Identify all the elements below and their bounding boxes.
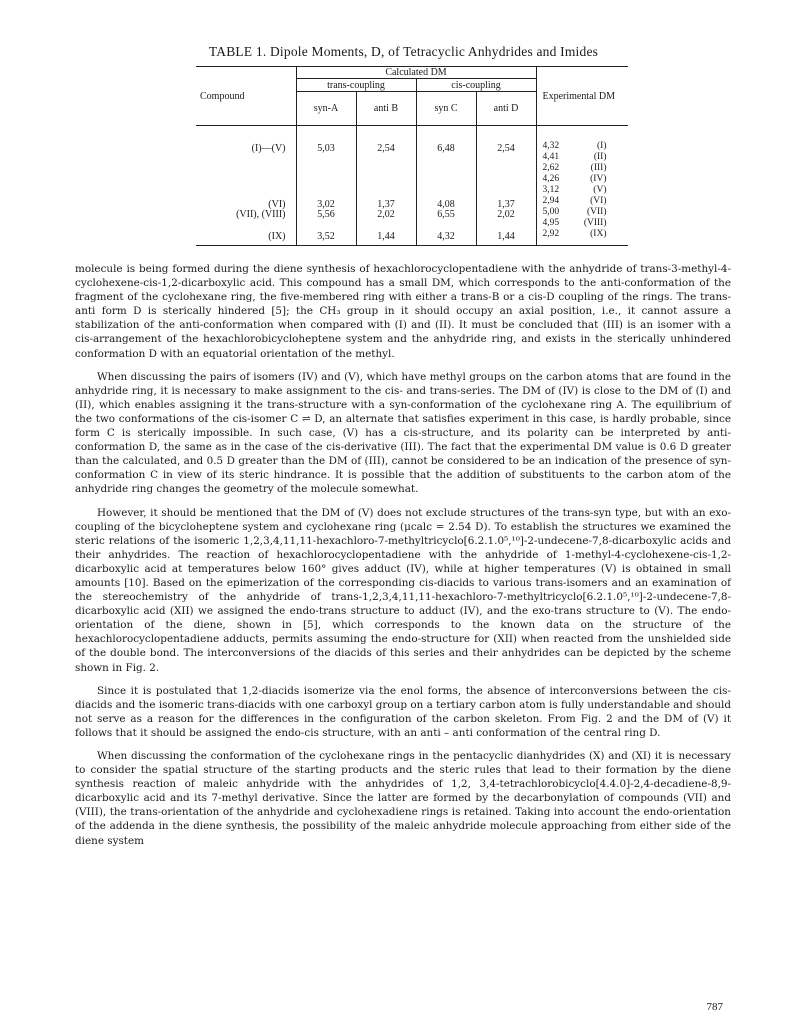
- table-row-compound: (VI): [268, 199, 286, 210]
- cis-coupling-header: cis-coupling: [416, 79, 536, 92]
- table-cell: 1,44: [377, 231, 395, 242]
- anti-d-header: anti D: [476, 92, 536, 126]
- table-cell: 2,02: [377, 209, 395, 220]
- table-row-compound: (IX): [268, 231, 286, 242]
- table-cell: 4,08: [437, 199, 455, 210]
- table-cell: 3,52: [317, 231, 335, 242]
- paragraph: Since it is postulated that 1,2-diacids isomerize via the enol forms, the absence of interconversions between the cis-diacids and the isomeric trans-diacids with one carboxyl group on a tertiary carbon atom is fully understandable and should not serve as a reason for the differences in the configuration of the carbon skeleton. From Fig. 2 and the DM of (V) it follows that it should be assigned the endo-cis structure, with an anti – anti conformation of the central ring D.: [75, 684, 731, 739]
- exp-compound: (IX): [590, 229, 607, 239]
- exp-compound: (VI): [590, 196, 607, 206]
- table-row-compound: (I)—(V): [251, 143, 286, 154]
- exp-compound: (III): [590, 163, 607, 173]
- exp-value: 2,94: [542, 196, 560, 206]
- table-cell: 1,37: [377, 199, 395, 210]
- exp-value: 4,41: [542, 152, 560, 162]
- paragraph: molecule is being formed during the diene synthesis of hexachlorocyclopentadiene with the anhydride of trans-3-methyl-4-cyclohexene-cis-1,2-dicarboxylic acid. This compound has a small DM, which corresponds to the anti-conformation of the fragment of the cyclohexane ring, the five-membered ring with either a trans-B or a cis-D coupling of the rings. The trans-anti form D is sterically hindered [5]; the CH₃ group in it should occupy an axial position, i.e., it cannot assure a stabilization of the anti-conformation when compared with (I) and (II). It must be concluded that (III) is an isomer with a cis-arrangement of the hexachlorobicycloheptene system and the anhydride ring, and exists in the sterically unhindered conformation D with an equatorial orientation of the methyl.: [75, 263, 731, 360]
- compound-header: Compound: [196, 67, 296, 126]
- table-cell: 6,55: [437, 209, 455, 220]
- table-cell: 6,48: [437, 143, 455, 154]
- table-cell: 2,02: [497, 209, 515, 220]
- syn-a-header: syn-A: [296, 92, 356, 126]
- table-cell: 2,54: [497, 143, 515, 154]
- anti-b-header: anti B: [356, 92, 416, 126]
- table-caption: TABLE 1. Dipole Moments, D, of Tetracyclic Anhydrides and Imides: [208, 44, 599, 59]
- exp-value: 4,95: [542, 218, 560, 228]
- exp-compound: (II): [593, 152, 607, 162]
- dipole-moment-table: [196, 66, 628, 246]
- exp-compound: (V): [593, 185, 607, 195]
- exp-compound: (VIII): [583, 218, 607, 228]
- calculated-dm-header: Calculated DM: [296, 67, 536, 79]
- exp-value: 4,32: [542, 141, 560, 151]
- paragraph: However, it should be mentioned that the DM of (V) does not exclude structures of the trans-syn type, but with an exo-coupling of the bicycloheptene system and cyclohexane ring (μcalc = 2.54 D). To establish the structures we examined the steric relations of the isomeric 1,2,3,4,11,11-hexachloro-7-methyltricyclo[6.2.1.0⁵,¹⁰]-2-undecene-7,8-dicarboxylic acids and their anhydrides. The reaction of hexachlorocyclopentadiene with the anhydride of 1-methyl-4-cyclohexene-cis-1,2-dicarboxylic acid at temperatures below 160° gives adduct (IV), while at higher temperatures (V) is obtained in small amounts [10]. Based on the epimerization of the corresponding cis-diacids to various trans-isomers and an examination of the stereochemistry of the anhydride of trans-1,2,3,4,11,11-hexachloro-7-methyltricyclo[6.2.1.0⁵,¹⁰]-2-undecene-7,8-dicarboxylic acid (XII) we assigned the endo-trans structure to adduct (IV), and the exo-trans structure to (V). The endo-orientation of the diene, shown in [5], which corresponds to the known data on the structure of the hexachlorocyclopentadiene adducts, permits assuming the endo-structure for (XII) when reacted from the unshielded side of the double bond. The interconversions of the diacids of this series and their anhydrides can be depicted by the scheme shown in Fig. 2.: [75, 506, 731, 674]
- table-cell: 3,02: [317, 199, 335, 210]
- page-number: 787: [706, 1001, 723, 1013]
- paragraph: When discussing the conformation of the cyclohexane rings in the pentacyclic dianhydrides (X) and (XI) it is necessary to consider the spatial structure of the starting products and the steric rules that lead to their formation by the diene synthesis reaction of maleic anhydride with the anhydrides of 1,2, 3,4-tetrachlorobicyclo[4.4.0]-2,4-decadiene-8,9-dicarboxylic acid and its 7-methyl derivative. Since the latter are formed by the decarbonylation of compounds (VII) and (VIII), the trans-orientation of the anhydride and cyclohexadiene rings is retained. Taking into account the endo-orientation of the addenda in the diene synthesis, the possibility of the maleic anhydride molecule approaching from either side of the diene system: [75, 750, 731, 847]
- exp-value: 5,00: [542, 207, 560, 217]
- exp-value: 3,12: [542, 185, 560, 195]
- table-cell: 5,56: [317, 209, 335, 220]
- table-cell: 4,32: [437, 231, 455, 242]
- syn-c-header: syn C: [416, 92, 476, 126]
- exp-compound: (VII): [586, 207, 607, 217]
- table-cell: 5,03: [317, 143, 335, 154]
- exp-compound: (I): [597, 141, 607, 151]
- table-cell: 1,37: [497, 199, 515, 210]
- body-text: [75, 262, 731, 857]
- table-cell: 1,44: [497, 231, 515, 242]
- experimental-dm-list: [537, 141, 629, 240]
- table-row-compound: (VII), (VIII): [236, 209, 286, 220]
- table-cell: 2,54: [377, 143, 395, 154]
- trans-coupling-header: trans-coupling: [296, 79, 416, 92]
- exp-value: 2,92: [542, 229, 560, 239]
- exp-value: 4,26: [542, 174, 560, 184]
- exp-value: 2,62: [542, 163, 560, 173]
- exp-compound: (IV): [590, 174, 607, 184]
- paragraph: When discussing the pairs of isomers (IV) and (V), which have methyl groups on the carbon atoms that are found in the anhydride ring, it is necessary to make assignment to the cis- and trans-series. The DM of (IV) is close to the DM of (I) and (II), which enables assigning it the trans-structure with a syn-conformation of the cyclohexane ring A. The equilibrium of the two conformations of the cis-isomer C ⇌ D, an alternate that satisfies experiment in this case, is hardly probable, since form C is sterically impossible. In such case, (V) has a cis-structure, and its polarity can be interpreted by anti-conformation D, the same as in the case of the cis-derivative (III). The fact that the experimental DM value is 0.6 D greater than the calculated, and 0.5 D greater than the DM of (III), cannot be considered to be an indication of the presence of syn-conformation C in view of its steric hindrance. It is possible that the addition of substituents to the carbon atom of the anhydride ring changes the geometry of the molecule somewhat.: [75, 370, 731, 496]
- experimental-dm-header: Experimental DM: [536, 67, 628, 126]
